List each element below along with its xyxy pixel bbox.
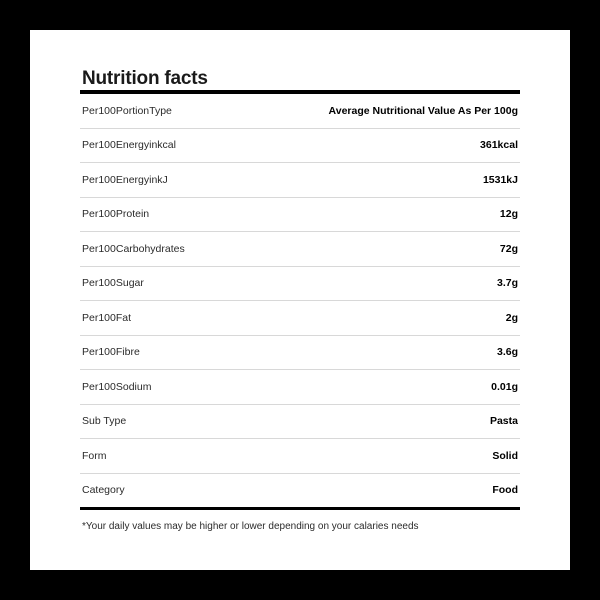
row-value: Food [492, 484, 518, 497]
row-label: Form [82, 449, 107, 462]
table-header-label: Per100PortionType [82, 104, 172, 117]
row-label: Per100Fat [82, 311, 132, 324]
row-label: Per100Energyinkcal [82, 139, 176, 152]
row-label: Per100Carbohydrates [82, 242, 185, 255]
row-value: 3.7g [496, 277, 518, 290]
page-title: Nutrition facts [82, 68, 208, 89]
table-row [80, 301, 520, 336]
table-header-value: Average Nutritional Value As Per 100g [328, 104, 518, 117]
table-row [80, 232, 520, 267]
table-row [80, 370, 520, 405]
nutrition-table [52, 90, 548, 532]
table-row [80, 267, 520, 302]
table-bottom-rule [80, 507, 520, 510]
table-row [80, 474, 520, 508]
table-body [80, 129, 520, 508]
table-row [80, 198, 520, 233]
row-value: 0.01g [491, 380, 518, 393]
row-label: Per100Sodium [82, 380, 152, 393]
row-value: 72g [499, 242, 518, 255]
nutrition-facts-card [30, 30, 570, 570]
row-label: Category [82, 484, 125, 497]
row-value: 2g [505, 311, 518, 324]
row-label: Per100Fibre [82, 346, 140, 359]
row-value: 12g [499, 208, 518, 221]
row-value: Solid [492, 449, 518, 462]
table-header-row [80, 94, 520, 129]
row-value: Pasta [489, 415, 518, 428]
row-value: 3.6g [496, 346, 518, 359]
row-label: Per100EnergyinkJ [82, 173, 168, 186]
row-label: Per100Sugar [82, 277, 144, 290]
table-row [80, 405, 520, 440]
table-row [80, 129, 520, 164]
row-value: 361kcal [480, 139, 518, 152]
table-row [80, 163, 520, 198]
row-label: Per100Protein [82, 208, 150, 221]
table-row [80, 439, 520, 474]
footnote-text: *Your daily values may be higher or lower depending on your calaries needs [82, 521, 419, 532]
row-label: Sub Type [82, 415, 127, 428]
row-value: 1531kJ [482, 173, 518, 186]
table-row [80, 336, 520, 371]
